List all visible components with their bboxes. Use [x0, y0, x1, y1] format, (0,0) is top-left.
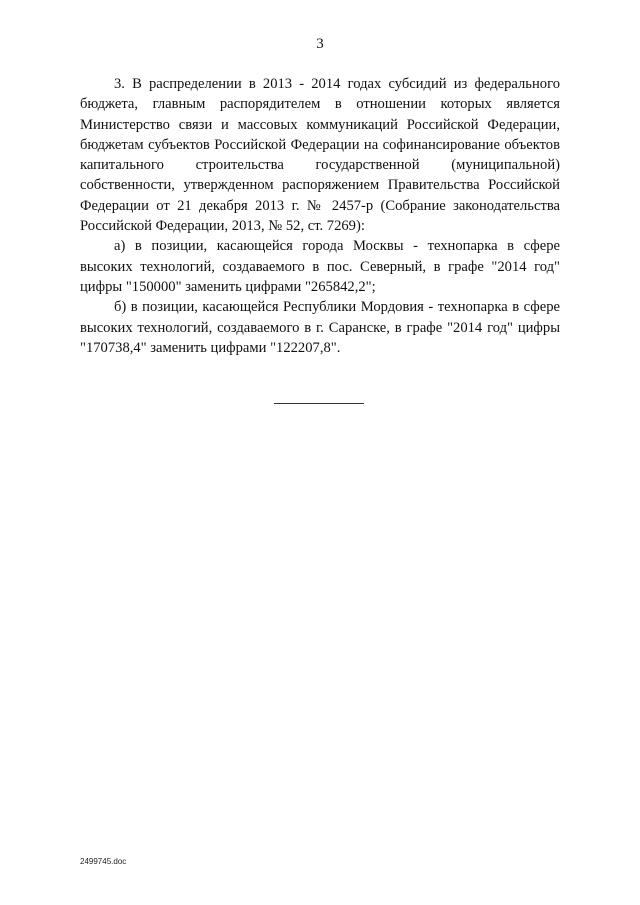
document-body — [80, 74, 560, 358]
end-divider — [274, 403, 364, 404]
paragraph-subitem-a: а) в позиции, касающейся города Москвы - технопарка в сфере высоких технологий, создаваемого в пос. Северный, в графе "2014 год" цифры "150000" заменить цифрами "265842,2"; — [80, 238, 560, 295]
paragraph-subitem-b: б) в позиции, касающейся Республики Мордовия - технопарка в сфере высоких технологий, создаваемого в г. Саранске, в графе "2014 год" цифры "170738,4" заменить цифрами "122207,8". — [80, 299, 560, 356]
paragraph-item-3: 3. В распределении в 2013 - 2014 годах субсидий из федерального бюджета, главным распорядителем в отношении которых является Министерство связи и массовых коммуникаций Российской Федерации, бюджетам субъектов Российской Федерации на софинансирование объектов капитального строительства государственной (муниципальной) собственности, утвержденном распоряжением Правительства Российской Федерации от 21 декабря 2013 г. № 2457-р (Собрание законодательства Российской Федерации, 2013, № 52, ст. 7269): — [80, 76, 560, 235]
document-filename: 2499745.doc — [80, 857, 127, 866]
page-number: 3 — [316, 36, 324, 52]
